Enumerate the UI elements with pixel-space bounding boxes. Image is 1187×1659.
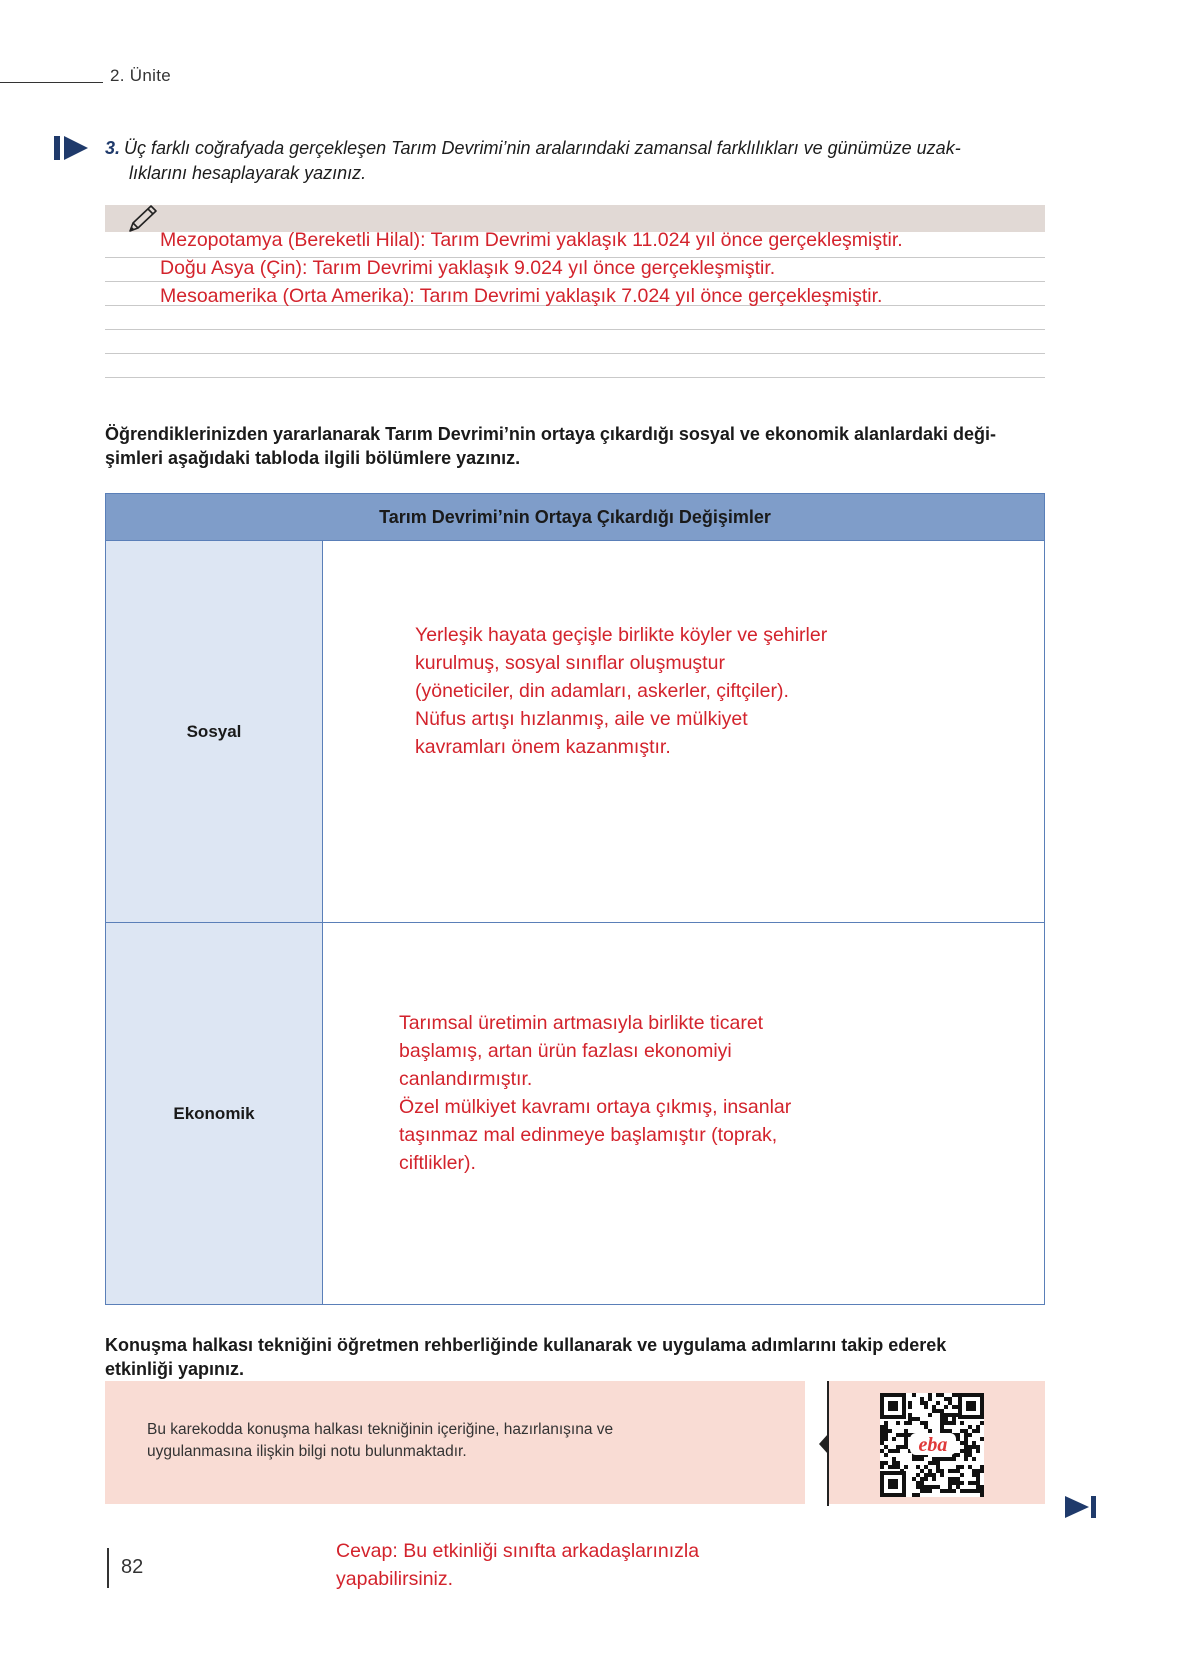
play-arrow-icon <box>54 135 90 161</box>
answer-line-1: Mezopotamya (Bereketli Hilal): Tarım Devrimi yaklaşık 11.024 yıl önce gerçekleşmiştir. <box>160 229 903 251</box>
final-answer <box>336 1537 756 1593</box>
info-line: Bu karekodda konuşma halkası tekniğinin içeriğine, hazırlanışına ve <box>147 1421 614 1438</box>
instruction-line: Konuşma halkası tekniğini öğretmen rehberliğinde kullanarak ve uygulama adımlarını takip ederek <box>105 1335 947 1355</box>
content-line: canlandırmıştır. <box>399 1068 533 1090</box>
answer-line-3: Mesoamerika (Orta Amerika): Tarım Devrimi yaklaşık 7.024 yıl önce gerçekleşmiştir. <box>160 285 883 307</box>
content-line: başlamış, artan ürün fazlası ekonomiyi <box>399 1040 732 1062</box>
unit-label: 2. Ünite <box>110 66 171 85</box>
info-text <box>147 1419 707 1463</box>
instruction-table <box>105 422 1050 470</box>
instruction-line: şimleri aşağıdaki tabloda ilgili bölümlere yazınız. <box>105 448 521 468</box>
question-3 <box>105 136 1050 186</box>
content-line: (yöneticiler, din adamları, askerler, çiftçiler). <box>415 680 789 702</box>
table-row-social <box>106 541 1044 922</box>
answer-rule <box>105 353 1045 354</box>
question-text-line1: Üç farklı coğrafyada gerçekleşen Tarım Devrimi’nin aralarındaki zamansal farklılıkları ve günümüze uzak- <box>124 138 961 158</box>
skip-end-icon <box>1065 1495 1097 1519</box>
answer-rule <box>105 329 1045 330</box>
content-line: Yerleşik hayata geçişle birlikte köyler ve şehirler <box>415 624 828 646</box>
row-content-economic <box>399 923 791 1304</box>
instruction-line: etkinliği yapınız. <box>105 1359 245 1379</box>
content-line: taşınmaz mal edinmeye başlamıştır (toprak, <box>399 1124 778 1146</box>
answer-band <box>105 205 1045 232</box>
content-line: ciftlikler). <box>399 1152 476 1174</box>
answer-rule <box>105 281 1045 282</box>
question-text-line2: lıklarını hesaplayarak yazınız. <box>129 163 367 183</box>
pencil-icon <box>124 203 160 235</box>
content-line: Tarımsal üretimin artmasıyla birlikte ticaret <box>399 1012 764 1034</box>
row-content-social <box>415 541 827 922</box>
answer-line-2: Doğu Asya (Çin): Tarım Devrimi yaklaşık 9.024 yıl önce gerçekleşmiştir. <box>160 257 776 279</box>
final-answer-line: yapabilirsiniz. <box>336 1568 454 1590</box>
table-row-economic <box>106 923 1044 1304</box>
content-line: kavramları önem kazanmıştır. <box>415 736 671 758</box>
table-title: Tarım Devrimi’nin Ortaya Çıkardığı Değişimler <box>106 494 1044 541</box>
row-label: Sosyal <box>106 541 323 922</box>
info-box <box>105 1381 805 1504</box>
content-line: Özel mülkiyet kavramı ortaya çıkmış, insanlar <box>399 1096 792 1118</box>
changes-table <box>105 493 1045 1305</box>
pointer-icon <box>819 1434 828 1454</box>
answer-rule <box>105 377 1045 378</box>
instruction-line: Öğrendiklerinizden yararlanarak Tarım Devrimi’nin ortaya çıkardığı sosyal ve ekonomik alanlardaki deği- <box>105 424 997 444</box>
eba-logo: eba <box>918 1434 948 1456</box>
info-line: uygulanmasına ilişkin bilgi notu bulunmaktadır. <box>147 1443 467 1460</box>
content-line: kurulmuş, sosyal sınıflar oluşmuştur <box>415 652 725 674</box>
row-label: Ekonomik <box>106 923 323 1304</box>
instruction-activity <box>105 1333 1050 1381</box>
page-number: 82 <box>121 1556 144 1578</box>
content-line: Nüfus artışı hızlanmış, aile ve mülkiyet <box>415 708 748 730</box>
final-answer-line: Cevap: Bu etkinliği sınıfta arkadaşlarınızla <box>336 1540 700 1562</box>
qr-code-icon[interactable] <box>880 1393 984 1497</box>
unit-rule <box>0 82 103 83</box>
page-bar <box>107 1548 109 1588</box>
question-number: 3. <box>105 138 121 158</box>
